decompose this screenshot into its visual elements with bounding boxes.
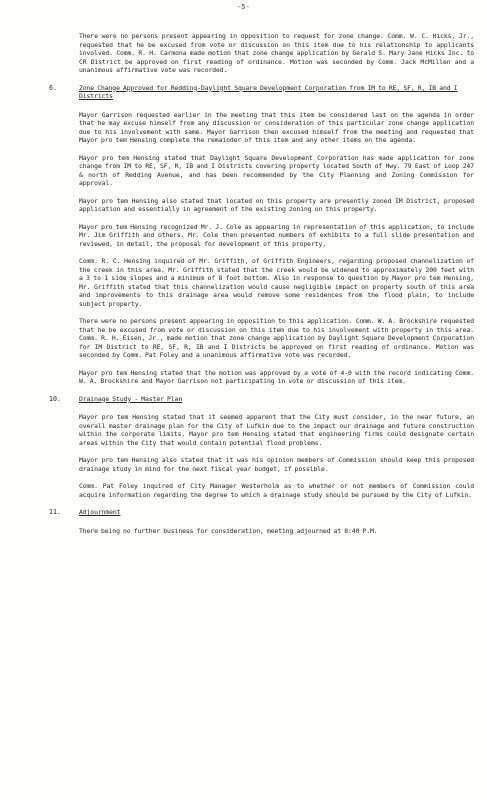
- minutes-body: [49, 32, 474, 544]
- item-title: Adjournment: [79, 508, 121, 516]
- continuation-block: [79, 32, 474, 75]
- item-number: 6.: [49, 83, 57, 92]
- paragraph: Mayor pro tem Hensing stated that Daylight Square Development Corporation has made application for zone change from IM to RE, SF, R, IB and I Districts covering property located South of Hwy. 79 East of Loop 247 & north of Redding Avenue, and has been recommended by the City Planning and Zoning Commission for approval.: [79, 153, 474, 187]
- paragraph: There were no persons present appearing in opposition to request for zone change. Comm. W. C. Hicks, Jr., requested that he be excused from vote or discussion on this item due to his relationship to applicants involved. Comm. R. H. Carmona made motion that zone change application by Gerald S. Mary Jane Hicks Inc. to CR District be approved on first reading of ordinance. Motion was seconded by Comm. Jack McMillen and a unanimous affirmative vote was recorded.: [79, 32, 474, 74]
- item-heading: [49, 394, 474, 404]
- paragraph: There were no persons present appearing in opposition to this application. Comm. W. A. Brockshire requested that he be excused from vote or discussion on this item due to his involvement with property in this area. Comm. R. H. Eisen, Jr., made motion that zone change application by Daylight Square Development Corporation for IM District to RE, SF, R, IB and I Districts be approved on first reading of ordinance. Motion was seconded by Comm. Pat Foley and a unanimous affirmative vote was recorded.: [79, 317, 474, 359]
- item-number: 10.: [49, 394, 61, 403]
- item-heading: [49, 508, 474, 517]
- item-title: Drainage Study - Master Plan: [79, 394, 183, 403]
- item-title: Zone Change Approved for Redding-Daylight Square Development Corporation from IM to RE, SF, R, IB and I Districts: [79, 83, 458, 100]
- paragraph: Comm. Pat Foley inquired of City Manager Westerholm as to whether or not members of Commission could acquire information regarding the degree to which a drainage study should be pursued by the City of Lufkin.: [79, 482, 474, 499]
- paragraph: Mayor pro tem Hensing also stated that it was his opinion members of Commission should keep this proposed drainage study in mind for the next fiscal year budget, if possible.: [79, 456, 474, 473]
- agenda-item-11: [49, 508, 474, 535]
- paragraph: Comm. R. C. Hensing inquired of Mr. Griffith, of Griffith Engineers, regarding proposed channelization of the creek in this area. Mr. Griffith stated that the creek would be widened to approximately 200 feet with a 3 to 1 side slopes and a minimum of 8 foot bottom. Also in response to question by Mayor pro tem Hensing, Mr. Griffith stated that this channelization would cause negligible impact on property south of this area and improvements to this drainage area would remove some residences from the flood plain, to include subject property.: [79, 257, 474, 308]
- paragraph: Mayor pro tem Hensing stated that it seemed apparent that the City must consider, in the near future, an overall master drainage plan for the City of Lufkin due to the impact our drainage and future construction within the corporate limits. Mayor pro tem Hensing stated that engineering firms could designate certain areas within the City that would contain potential flood problems.: [79, 413, 474, 447]
- agenda-item-10: [49, 394, 474, 500]
- paragraph: Mayor pro tem Hensing also stated that located on this property are presently zoned IM District, proposed application and essentially in agreement of the existing zoning on this property.: [79, 196, 474, 213]
- paragraph: There being no further business for consideration, meeting adjourned at 8:40 P.M.: [79, 526, 378, 535]
- paragraph: Mayor pro tem Hensing recognized Mr. J. Cole as appearing in representation of this application, to include Mr. Jim Griffith and others. Mr. Cole then presented numbers of exhibits to a full slide presentation and reviewed, in detail, the proposal for development of this property.: [79, 222, 474, 248]
- agenda-item-6: [49, 83, 474, 386]
- item-number: 11.: [49, 508, 61, 516]
- paragraph: Mayor Garrison requested earlier in the meeting that this item be considered last on the agenda in order that he may excuse himself from any discussion or consideration of this particular zone change application due to his involvement with same. Mayor Garrison then excused himself from the meeting and requested that Mayor pro tem Hensing complete the remainder of this item and any other items on the agenda.: [79, 110, 474, 144]
- paragraph: Mayor pro tem Hensing stated that the motion was approved by a vote of 4-0 with the record indicating Comm. W. A. Brockshire and Mayor Garrison not participating in vote or discussion of this item.: [79, 368, 474, 385]
- page-number: -5-: [236, 3, 251, 11]
- item-heading: [49, 83, 474, 101]
